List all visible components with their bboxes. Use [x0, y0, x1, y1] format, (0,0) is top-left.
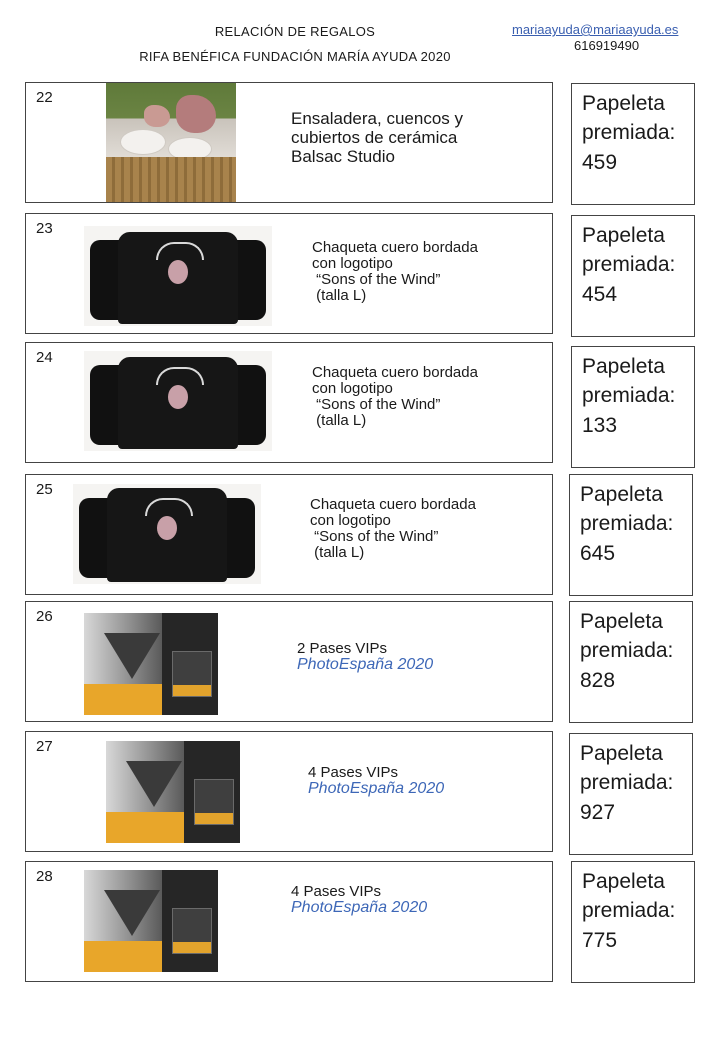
- prize-item-27: [25, 731, 553, 852]
- item-description: Chaqueta cuero bordada con logotipo “Sons of the Wind” (talla L): [312, 239, 478, 304]
- item-number: 28: [36, 868, 53, 885]
- ticket-number: 775: [582, 929, 618, 952]
- document-title: RELACIÓN DE REGALOS: [214, 24, 376, 39]
- document-subtitle: RIFA BENÉFICA FUNDACIÓN MARÍA AYUDA 2020: [139, 49, 451, 64]
- item-number: 22: [36, 89, 53, 106]
- item-description: Ensaladera, cuencos y cubiertos de cerámica Balsac Studio: [291, 109, 463, 166]
- prize-item-22: [25, 82, 553, 203]
- ticket-number: 927: [580, 801, 616, 824]
- event-name: PhotoEspaña 2020: [308, 780, 445, 797]
- winning-ticket-26: Papeleta premiada: 828: [569, 601, 693, 723]
- item-number: 25: [36, 481, 53, 498]
- prize-item-23: [25, 213, 553, 334]
- item-number: 27: [36, 738, 53, 755]
- winning-ticket-27: Papeleta premiada: 927: [569, 733, 693, 855]
- item-number: 24: [36, 349, 53, 366]
- event-name: PhotoEspaña 2020: [291, 899, 428, 916]
- item-description: Chaqueta cuero bordada con logotipo “Sons of the Wind” (talla L): [310, 496, 476, 561]
- item-number: 26: [36, 608, 53, 625]
- ticket-number: 828: [580, 669, 616, 692]
- photoespana-poster-photo: [84, 870, 218, 972]
- event-name: PhotoEspaña 2020: [297, 656, 434, 673]
- prize-item-24: [25, 342, 553, 463]
- winning-ticket-22: Papeleta premiada: 459: [571, 83, 695, 205]
- email-link[interactable]: mariaayuda@mariaayuda.es: [512, 22, 679, 37]
- item-description: Chaqueta cuero bordada con logotipo “Sons of the Wind” (talla L): [312, 364, 478, 429]
- prize-item-28: [25, 861, 553, 982]
- photoespana-poster-photo: [84, 613, 218, 715]
- item-description: 4 Pases VIPs PhotoEspaña 2020: [308, 764, 445, 797]
- ticket-number: 645: [580, 542, 616, 565]
- winning-ticket-23: Papeleta premiada: 454: [571, 215, 695, 337]
- ticket-number: 459: [582, 151, 618, 174]
- leather-jacket-photo: [84, 351, 272, 451]
- item-description: 4 Pases VIPs PhotoEspaña 2020: [291, 883, 428, 916]
- item-number: 23: [36, 220, 53, 237]
- phone-number: 616919490: [574, 38, 640, 53]
- photoespana-poster-photo: [106, 741, 240, 843]
- winning-ticket-28: Papeleta premiada: 775: [571, 861, 695, 983]
- prize-item-26: [25, 601, 553, 722]
- winning-ticket-24: Papeleta premiada: 133: [571, 346, 695, 468]
- ticket-number: 454: [582, 283, 618, 306]
- winning-ticket-25: Papeleta premiada: 645: [569, 474, 693, 596]
- prize-item-25: [25, 474, 553, 595]
- ceramic-basket-photo: [106, 83, 236, 202]
- leather-jacket-photo: [73, 484, 261, 584]
- leather-jacket-photo: [84, 226, 272, 326]
- ticket-number: 133: [582, 414, 618, 437]
- item-description: 2 Pases VIPs PhotoEspaña 2020: [297, 640, 434, 673]
